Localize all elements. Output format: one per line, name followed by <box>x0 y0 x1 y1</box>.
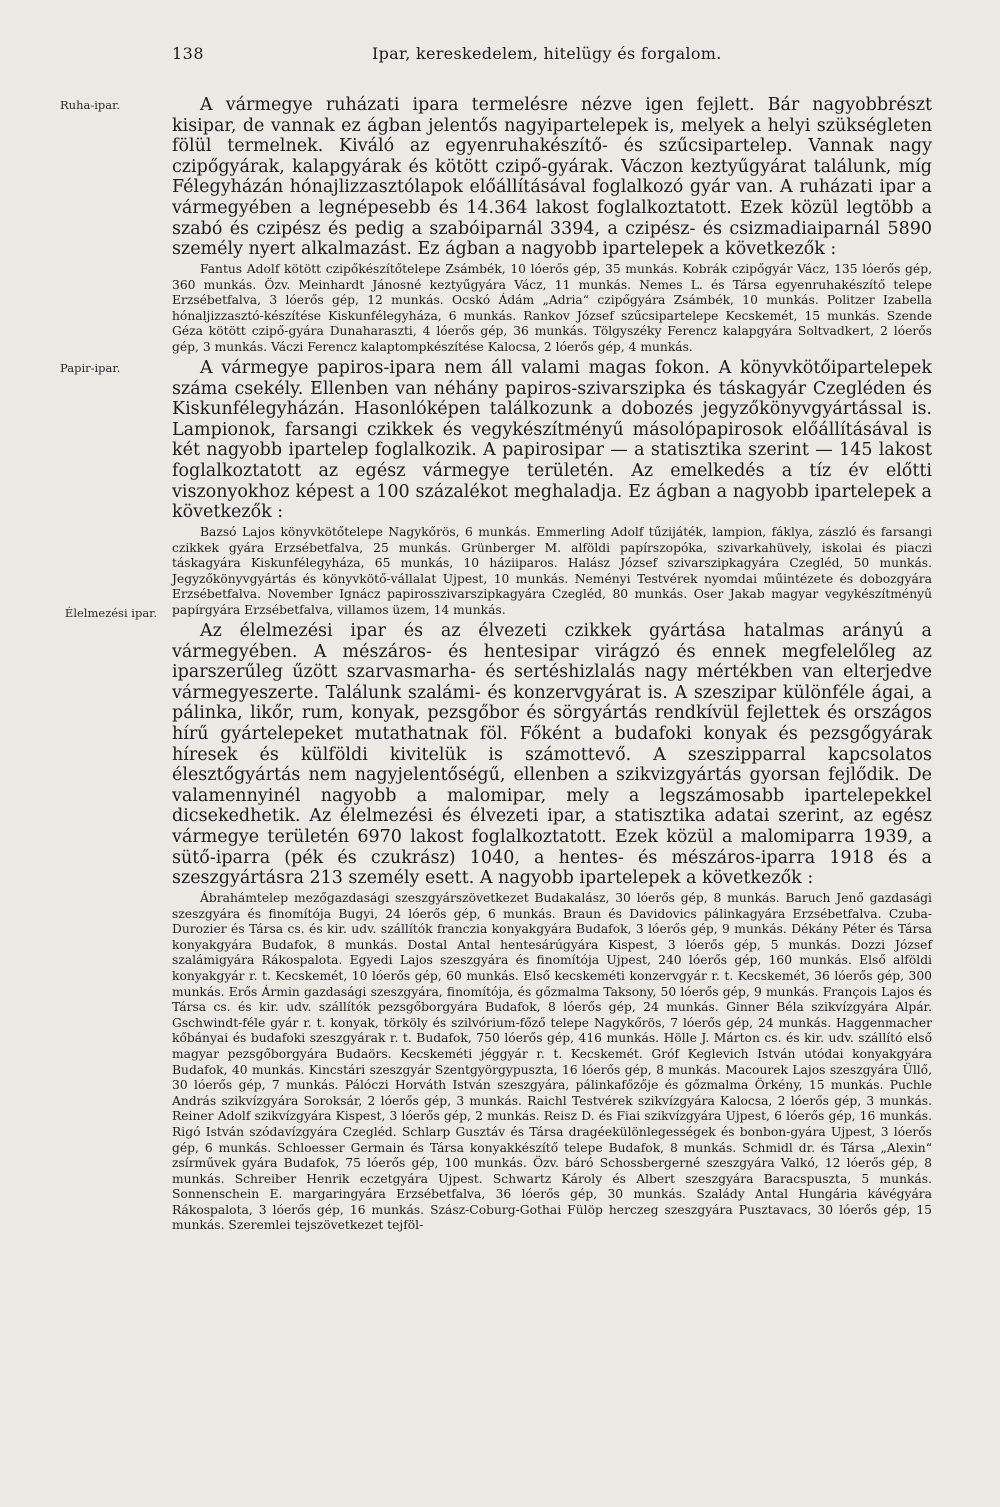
paragraph-elelmezesi-ipartelepek-block <box>172 891 932 1234</box>
paragraph-ruha-ipar: A vármegye ruházati ipara termelésre nézve igen fejlett. Bár nagyobbrészt kisipar, de vannak ez ágban jelentős nagyipartelepek is, melyek a helyi szükségleten fölül termelnek. Kiváló az egyenruhakészítő- és szűcsipartelep. Vannak nagy czipőgyárak, kalapgyárak és kötött czipő-gyárak. Váczon keztyűgyárat találunk, míg Félegyházán hónajlizzasztólapok előállításával foglalkozó gyár van. A ruházati ipar a vármegyében a legnépesebb és 14.364 lakost foglalkoztatott. Ezek közül legtöbb a szabó és czipész és pedig a szabóiparnál 3394, a czipész- és csizmadiaiparnál 5890 személy nyert alkalmazást. Ez ágban a nagyobb ipartelepek a következők : <box>172 95 932 260</box>
paragraph-elelmezesi-ipar: Az élelmezési ipar és az élvezeti czikkek gyártása hatalmas arányú a vármegyében. A mészáros- és hentesipar virágzó és ennek megfelelőleg az iparszerűleg űzött szarvasmarha- és sertéshizlalás nagy mértékben van elterjedve vármegyeszerte. Találunk szalámi- és konzervgyárat is. A szeszipar különféle ágai, a pálinka, likőr, rum, konyak, pezsgőbor és sörgyártás rendkívül fejlettek és országos hírű gyártelepeket mutathatnak föl. Főként a budafoki konyak és pezsgőgyárak híresek és külföldi kivitelük is számottevő. A szeszipparral kapcsolatos élesztőgyártás nem nagyjelentőségű, ellenben a szikvizgyártás gyorsan fejlődik. De valamennyinél nagyobb a malomipar, mely a legszámosabb ipartelepekkel dicsekedhetik. Az élelmezési és élvezeti ipar, a statisztika adatai szerint, az egész vármegye területén 6970 lakost foglalkoztatott. Ezek közül a malomiparra 1939, a sütő-iparra (pék és czukrász) 1040, a hentes- és mészáros-iparra 1918 és a szeszgyártásra 213 személy esett. A nagyobb ipartelepek a következők : <box>172 621 932 889</box>
paragraph-elelmezesi-ipar-block <box>172 621 932 889</box>
paragraph-ruha-ipartelepek: Fantus Adolf kötött czipőkészítőtelepe Zsámbék, 10 lóerős gép, 35 munkás. Kobrák czipőgyár Vácz, 135 lóerős gép, 360 munkás. Özv. Meinhardt Jánosné keztyűgyára Vácz, 11 munkás. Nemes L. és Társa egyenruhakészítő telepe Erzsébetfalva, 3 lóerős gép, 12 munkás. Ocskó Ádám „Adria“ czipőgyára Zsámbék, 10 munkás. Politzer Izabella hónaljizzasztó-készítése Kiskunfélegyháza, 6 munkás. Rankov József szűcsipartelepe Kecskemét, 15 munkás. Szende Géza kötött czipő-gyára Dunaharaszti, 4 lóerős gép, 36 munkás. Tölgyszéky Ferencz kalapgyára Soltvadkert, 2 lóerős gép, 3 munkás. Váczi Ferencz kalaptompkészítése Kalocsa, 2 lóerős gép, 4 munkás. <box>172 262 932 354</box>
margin-note-elelmezesi-ipar: Élelmezési ipar. <box>64 606 158 620</box>
running-title: Ipar, kereskedelem, hitelügy és forgalom. <box>372 44 722 63</box>
section-ruha-ipar <box>172 95 932 260</box>
page-header <box>172 44 932 74</box>
paragraph-papir-ipartelepek-block <box>172 525 932 619</box>
section-papir-ipar <box>172 358 932 523</box>
paragraph-elelmezesi-ipartelepek: Ábrahámtelep mezőgazdasági szeszgyárszövetkezet Budakalász, 30 lóerős gép, 8 munkás. Baruch Jenő gazdasági szeszgyára és finomítója Bugyi, 24 lóerős gép, 6 munkás. Braun és Davidovics pálinkagyára Erzsébetfalva. Czuba-Durozier és Társa cs. és kir. udv. szállítók franczia konyakgyára Budafok, 3 lóerős gép, 9 munkás. Dékány Péter és Társa konyakgyára Budafok, 8 munkás. Dostal Antal hentesárúgyára Kispest, 3 lóerős gép, 5 munkás. Dozzi József szalámigyára Rákospalota. Egyedi Lajos szeszgyára és finomítója Ujpest, 240 lóerős gép, 160 munkás. Első alföldi konyakgyár r. t. Kecskemét, 10 lóerős gép, 60 munkás. Első kecskeméti konzervgyár r. t. Kecskemét, 36 lóerős gép, 300 munkás. Erős Ármin gazdasági szeszgyára, finomítója, és gőzmalma Taksony, 50 lóerős gép, 9 munkás. François Lajos és Társa cs. és kir. udv. szállítók pezsgőborgyára Budafok, 8 lóerős gép, 24 munkás. Ginner Béla szikvízgyára Alpár. Gschwindt-féle gyár r. t. konyak, törköly és szilvórium-főző telepe Nagykőrös, 7 lóerős gép, 24 munkás. Haggenmacher kőbányai és budafoki szeszgyárak r. t. Budafok, 750 lóerős gép, 416 munkás. Hölle J. Márton cs. és kir. udv. szállító első magyar pezsgőborgyára Budaörs. Kecskeméti jéggyár r. t. Kecskemét. Gróf Keglevich István utódai konyakgyára Budafok, 40 munkás. Kincstári szeszgyár Szentgyörgypuszta, 16 lóerős gép, 8 munkás. Macourek Lajos szeszgyára Üllő, 30 lóerős gép, 7 munkás. Pálóczi Horváth István szeszgyára, pálinkafőzője és gőzmalma Örkény, 15 munkás. Puchle András szikvízgyára Soroksár, 2 lóerős gép, 3 munkás. Raichl Testvérek szikvízgyára Kalocsa, 2 lóerős gép, 3 munkás. Reiner Adolf szikvízgyára Kispest, 3 lóerős gép, 2 munkás. Reisz D. és Fiai szikvízgyára Ujpest, 6 lóerős gép, 16 munkás. Rigó István szódavízgyára Czegléd. Schlarp Gusztáv és Társa dragéekülönlegességek és bonbon-gyára Ujpest, 3 lóerős gép, 6 munkás. Schloesser Germain és Társa konyakkészítő telepe Budafok, 8 munkás. Schmidl dr. és Társa „Alexin“ zsírművek gyára Budafok, 75 lóerős gép, 100 munkás. Özv. báró Schossbergerné szeszgyára Valkó, 12 lóerős gép, 8 munkás. Schreiber Henrik eczetgyára Ujpest. Schwartz Károly és Albert szeszgyára Baracspuszta, 5 munkás. Sonnenschein E. margaringyára Erzsébetfalva, 36 lóerős gép, 30 munkás. Szalády Antal Hungária kávégyára Rákospalota, 3 lóerős gép, 16 munkás. Szász-Coburg-Gothai Fülöp herczeg szeszgyára Pusztavacs, 30 lóerős gép, 15 munkás. Szeremlei tejszövetkezet tejföl- <box>172 891 932 1233</box>
paragraph-papir-ipartelepek: Bazsó Lajos könyvkötőtelepe Nagykőrös, 6 munkás. Emmerling Adolf tűzijáték, lampion, fáklya, zászló és farsangi czikkek gyára Erzsébetfalva, 25 munkás. Grünberger M. alföldi papírszopóka, szivarkahüvely, iskolai és piaczi táskagyára Kiskunfélegyháza, 65 munkás, 10 háziiparos. Halász József szivarszipkagyára Czegléd, 50 munkás. Jegyzőkönyvgyártás és könyvkötő-vállalat Ujpest, 10 munkás. Neményi Testvérek nyomdai műintézete és dobozgyára Erzsébetfalva. November Ignácz papirosszivarszipkagyára Czegléd, 80 munkás. Oser Jakab magyar vegykészítményű papírgyára Erzsébetfalva, villamos üzem, 14 munkás. <box>172 525 932 617</box>
margin-note-papir-ipar: Papir-ipar. <box>60 361 121 375</box>
list-ruha-ipartelepek <box>172 262 932 356</box>
paragraph-papir-ipar: A vármegye papiros-ipara nem áll valami magas fokon. A könyvkötőipartelepek száma csekély. Ellenben van néhány papiros-szivarszipka és táskagyár Czegléden és Kiskunfélegyházán. Hasonlóképen találkozunk a dobozés jegyzőkönyvgyártással is. Lampionok, farsangi czikkek és vegykészítményű másolópapirosok előállításával is két nagyobb ipartelep foglalkozik. A papirosipar — a statisztika szerint — 145 lakost foglalkoztatott az egész vármegye területén. Az emelkedés a tíz év előtti viszonyokhoz képest a 100 százalékot meghaladja. Ez ágban a nagyobb ipartelepek a következők : <box>172 358 932 523</box>
page-number: 138 <box>172 44 205 63</box>
margin-note-ruha-ipar: Ruha-ipar. <box>60 98 120 112</box>
